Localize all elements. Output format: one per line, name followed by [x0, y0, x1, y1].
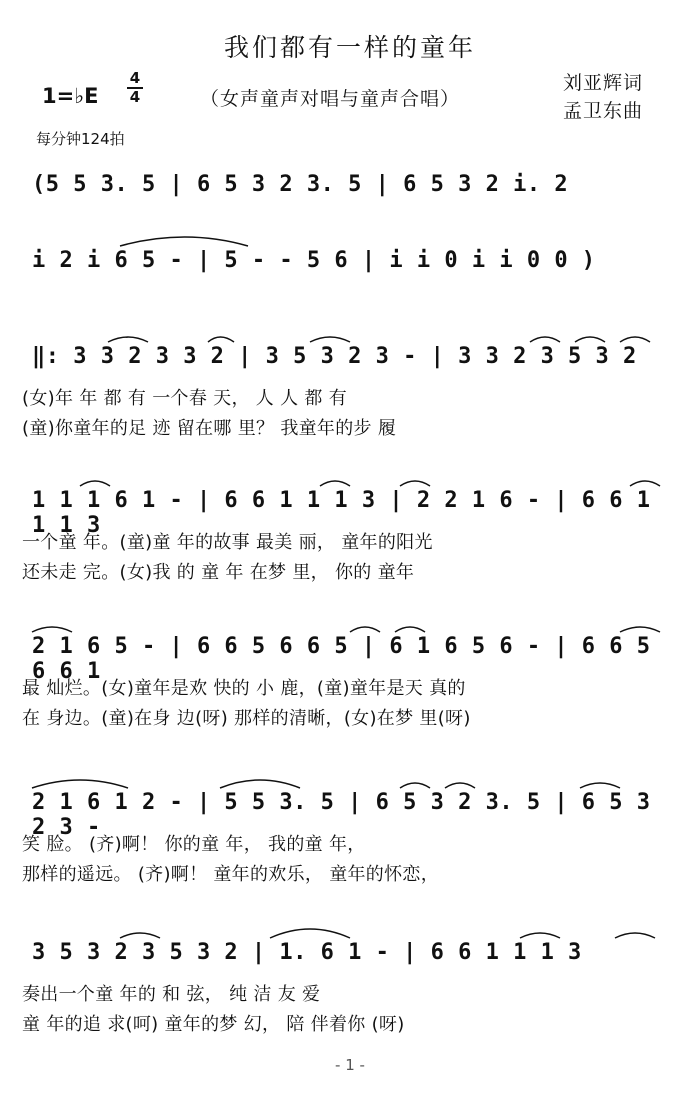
score-line-3	[0, 344, 700, 464]
tempo-marking: 每分钟124拍	[36, 130, 125, 148]
score-line-7	[0, 940, 700, 1060]
subtitle: （女声童声对唱与童声合唱）	[200, 88, 461, 110]
notation: 3 5 3 2 3 5 3 2 | 1. 6 1 - | 6 6 1 1 1 3	[32, 940, 582, 965]
notation: 1 1 1 6 1 - | 6 6 1 1 1 3 | 2 2 1 6 - | 6 6 1 1 1 3	[32, 488, 651, 538]
score-line-4	[0, 488, 700, 608]
score-line-5	[0, 634, 700, 754]
notation: ‖: 3 3 2 3 3 2 | 3 5 3 2 3 - | 3 3 2 3 5 3 2	[32, 344, 637, 369]
lyric-verse-2: 那样的遥远。 (齐)啊！ 童年的欢乐， 童年的怀恋，	[22, 864, 440, 885]
slur-marks	[0, 330, 700, 390]
lyricist: 刘亚辉词	[563, 72, 644, 94]
slur-marks	[0, 620, 700, 684]
time-signature-bottom: 4	[129, 88, 141, 106]
slur-marks	[0, 158, 700, 218]
notation: (5 5 3. 5 | 6 5 3 2 3. 5 | 6 5 3 2 i. 2	[32, 172, 569, 197]
lyric-verse-2: (童)你童年的足 迹 留在哪 里？ 我童年的步 履	[22, 418, 397, 439]
slur-marks	[0, 926, 700, 986]
lyric-verse-1: 奏出一个童 年的 和 弦， 纯 洁 友 爱	[22, 984, 321, 1005]
lyric-verse-2: 还未走 完。(女)我 的 童 年 在梦 里， 你的 童年	[22, 562, 415, 583]
time-signature-top: 4	[129, 69, 141, 87]
lyric-verse-1: (女)年 年 都 有 一个春 天， 人 人 都 有	[22, 388, 348, 409]
notation: i 2 i 6 5 - | 5 - - 5 6 | i i 0 i i 0 0 )	[32, 248, 596, 273]
key-signature: 1=♭E	[42, 84, 99, 108]
lyric-verse-2: 童 年的追 求(呵) 童年的梦 幻， 陪 伴着你 (呀)	[22, 1014, 405, 1035]
score-line-6	[0, 790, 700, 910]
lyric-verse-1: 笑 脸。 (齐)啊！ 你的童 年， 我的童 年，	[22, 834, 366, 855]
notation: 2 1 6 5 - | 6 6 5 6 6 5 | 6 1 6 5 6 - | 6 6 5 6 6 1	[32, 634, 651, 684]
composer: 孟卫东曲	[563, 100, 644, 122]
lyric-verse-2: 在 身边。(童)在身 边(呀) 那样的清晰，(女)在梦 里(呀)	[22, 708, 471, 729]
time-signature	[126, 70, 144, 106]
song-title: 我们都有一样的童年	[223, 33, 476, 62]
lyric-verse-1: 最 灿烂。(女)童年是欢 快的 小 鹿，(童)童年是天 真的	[22, 678, 466, 699]
page-number: - 1 -	[335, 1056, 365, 1074]
slur-marks	[0, 474, 700, 538]
slur-marks	[0, 234, 700, 294]
tie-arc	[120, 237, 248, 246]
notation: 2 1 6 1 2 - | 5 5 3. 5 | 6 5 3 2 3. 5 | 6 5 3 2 3 -	[32, 790, 651, 840]
lyric-verse-1: 一个童 年。(童)童 年的故事 最美 丽， 童年的阳光	[22, 532, 433, 553]
slur-marks	[0, 776, 700, 840]
